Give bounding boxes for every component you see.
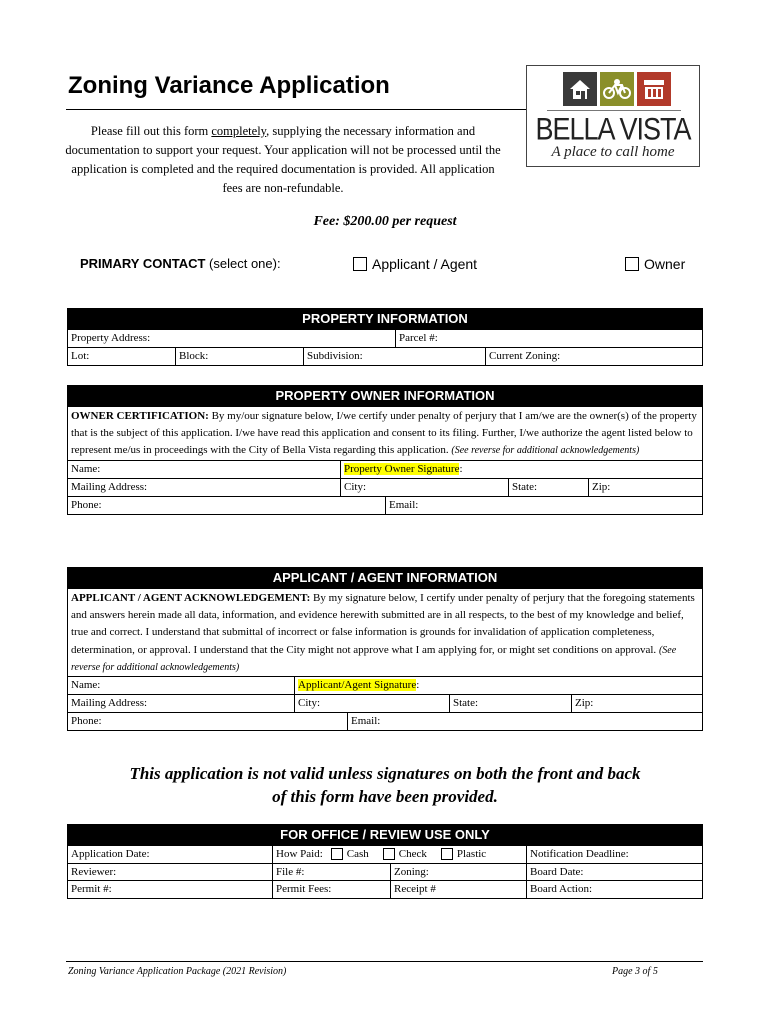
cash-label: Cash [346,847,369,860]
applicant-agent-checkbox[interactable] [353,257,367,271]
signature-notice [0,762,770,808]
office-zoning-field[interactable]: Zoning: [390,864,526,881]
notice-line-1: This application is not valid unless signatures on both the front and back [129,764,641,783]
property-information-heading: PROPERTY INFORMATION [68,309,702,329]
logo-icon-strip [563,72,671,106]
parcel-field[interactable]: Parcel #: [395,330,702,347]
footer-page-number: Page 3 of 5 [612,966,658,977]
cash-option[interactable] [331,846,369,863]
agent-mailing-field[interactable]: Mailing Address: [71,697,148,710]
agent-signature-colon: : [416,679,420,692]
how-paid-label: How Paid: [276,847,323,860]
logo-tagline: A place to call home [551,144,675,160]
table-row [68,880,702,898]
permit-fees-field[interactable]: Permit Fees: [272,881,390,898]
file-number-field[interactable]: File #: [272,864,390,881]
intro-text-pre: Please fill out this form [90,124,212,138]
owner-cert-italic: (See reverse for additional acknowledgements) [451,445,640,457]
permit-number-field[interactable]: Permit #: [71,883,112,895]
intro-paragraph [64,122,502,198]
board-action-field[interactable]: Board Action: [526,881,702,898]
table-row [68,845,702,863]
owner-mailing-field[interactable]: Mailing Address: [71,480,148,493]
primary-contact-label [80,256,281,271]
owner-email-field[interactable]: Email: [385,497,702,514]
cash-checkbox[interactable] [331,848,343,860]
owner-state-field[interactable]: State: [508,479,588,496]
property-owner-section [67,385,703,515]
bella-vista-logo [526,65,700,167]
how-paid-field [272,846,526,863]
owner-city-field[interactable]: City: [340,479,508,496]
intro-text-post: , supplying the necessary information and documentation to support your request. Your application will not be processed until the application is completed and the required documentation is provided. All application fees are non-refundable. [65,124,501,195]
owner-cert-bold: OWNER CERTIFICATION: [71,410,209,422]
applicant-agent-section [67,567,703,731]
plastic-label: Plastic [456,847,487,860]
check-label: Check [398,847,427,860]
owner-signature-colon: : [459,462,463,475]
agent-zip-field[interactable]: Zip: [571,695,702,712]
house-icon [563,72,597,106]
agent-city-field[interactable]: City: [294,695,449,712]
intro-text-underlined: completely [211,124,267,138]
owner-name-field[interactable]: Name: [71,462,101,475]
agent-signature-label: Applicant/Agent Signature [298,679,417,692]
table-row [68,712,702,730]
primary-contact-rest: (select one): [205,256,281,271]
applicant-agent-label: Applicant / Agent [372,256,478,272]
table-row [68,863,702,881]
owner-certification-text [68,406,702,460]
title-divider [66,109,526,110]
property-owner-heading: PROPERTY OWNER INFORMATION [68,386,702,406]
table-row [68,676,702,694]
property-information-section [67,308,703,366]
check-checkbox[interactable] [383,848,395,860]
office-use-section [67,824,703,899]
plastic-option[interactable] [441,846,486,863]
property-address-field[interactable]: Property Address: [71,332,151,344]
current-zoning-field[interactable]: Current Zoning: [485,348,702,365]
table-row [68,694,702,712]
application-date-field[interactable]: Application Date: [71,848,150,860]
notice-line-2: of this form have been provided. [272,787,498,806]
board-date-field[interactable]: Board Date: [526,864,702,881]
notification-deadline-field[interactable]: Notification Deadline: [526,846,702,863]
receipt-number-field[interactable]: Receipt # [390,881,526,898]
owner-signature-label: Property Owner Signature [344,462,460,475]
plastic-checkbox[interactable] [441,848,453,860]
agent-signature-field[interactable] [294,677,702,694]
agent-email-field[interactable]: Email: [347,713,702,730]
footer-document-title: Zoning Variance Application Package (2021 Revision) [68,966,287,977]
primary-contact-bold: PRIMARY CONTACT [80,256,206,271]
owner-signature-field[interactable] [340,461,702,478]
option-owner[interactable] [625,256,685,272]
reviewer-field[interactable]: Reviewer: [71,865,117,878]
storefront-icon [637,72,671,106]
page-title: Zoning Variance Application [68,72,390,99]
table-row [68,478,702,496]
check-option[interactable] [383,846,427,863]
owner-cert-body: By my/our signature below, I/we certify under penalty of perjury that I am/we are the owner(s) of the property that is the subject of this application. I/we have read this application and consent to its filing. Further, I/we authorize the agent listed below to represent me/us in proceedings with the City of Bella Vista regarding this application. [71,410,697,457]
subdivision-field[interactable]: Subdivision: [303,348,485,365]
agent-name-field[interactable]: Name: [71,679,101,692]
block-field[interactable]: Block: [175,348,303,365]
footer-divider [66,961,703,962]
option-applicant-agent[interactable] [353,256,477,272]
applicant-acknowledgement-text [68,588,702,676]
lot-field[interactable]: Lot: [71,350,90,362]
table-row [68,460,702,478]
fee-text: Fee: $200.00 per request [313,214,457,229]
table-row [68,496,702,514]
logo-wordmark: BELLA VISTA [535,111,691,147]
agent-ack-body: By my signature below, I certify under penalty of perjury that the foregoing statements and answers herein made all data, information, and evidence herewith submitted are in all respects, to the best of my knowledge and belief, true and correct. I understand that submittal of incorrect or false information is grounds for invalidation of application completeness, determination, or approval. I understand that the City might not approve what I am applying for, or might set conditions on approval. [71,592,695,656]
table-row [68,329,702,347]
agent-phone-field[interactable]: Phone: [71,715,102,728]
agent-state-field[interactable]: State: [449,695,571,712]
owner-phone-field[interactable]: Phone: [71,498,102,511]
applicant-agent-heading: APPLICANT / AGENT INFORMATION [68,568,702,588]
agent-ack-bold: APPLICANT / AGENT ACKNOWLEDGEMENT: [71,592,311,604]
office-use-heading: FOR OFFICE / REVIEW USE ONLY [68,825,702,845]
bicycle-icon [600,72,634,106]
table-row [68,347,702,365]
agent-ack-italic: (See reverse for additional acknowledgements) [71,644,677,673]
owner-zip-field[interactable]: Zip: [588,479,702,496]
owner-label: Owner [644,256,686,272]
owner-checkbox[interactable] [625,257,639,271]
